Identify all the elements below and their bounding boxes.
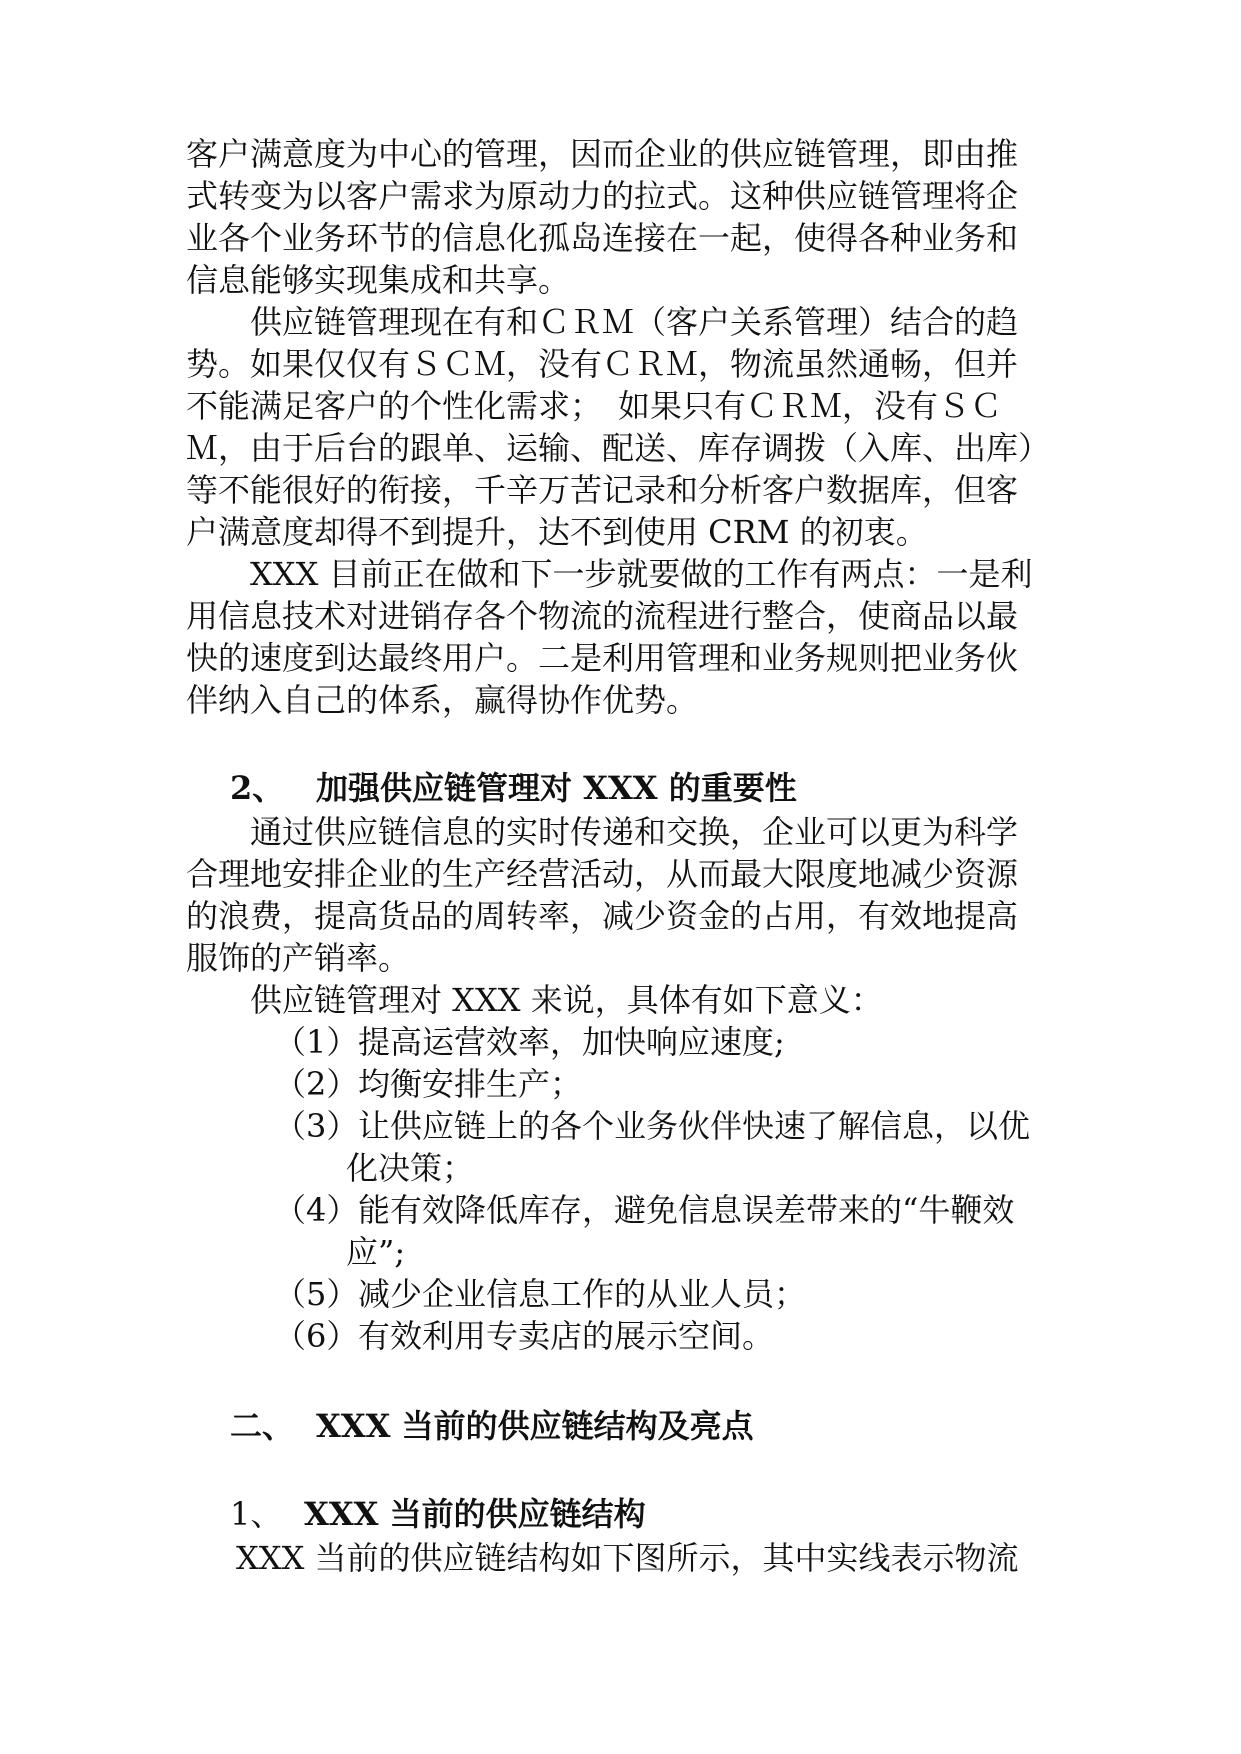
- list-item-number: （4）: [274, 1191, 359, 1229]
- section-heading-number: 1、: [230, 1495, 283, 1533]
- paragraph-line: 服饰的产销率。: [186, 939, 411, 977]
- list-item-text: 让供应链上的各个业务伙伴快速了解信息，以优: [358, 1107, 1031, 1145]
- document-body: [186, 0, 1056, 1754]
- list-item-number: （6）: [274, 1317, 359, 1355]
- list-item-number: （5）: [274, 1275, 359, 1313]
- section-heading-title: XXX 当前的供应链结构: [304, 1495, 646, 1533]
- paragraph-line: 势。如果仅仅有ＳＣＭ，没有ＣＲＭ，物流虽然通畅，但并: [186, 345, 1019, 383]
- list-item-number: （1）: [274, 1023, 359, 1061]
- list-item-text: 有效利用专卖店的展示空间。: [358, 1317, 775, 1355]
- list-item-text: 化决策；: [346, 1149, 475, 1187]
- chapter-heading-title: XXX 当前的供应链结构及亮点: [316, 1407, 754, 1445]
- paragraph-line: 用信息技术对进销存各个物流的流程进行整合，使商品以最: [186, 597, 1019, 635]
- paragraph-line: 伴纳入自己的体系，赢得协作优势。: [186, 681, 699, 719]
- list-item-text: 均衡安排生产；: [358, 1065, 583, 1103]
- paragraph-line: XXX 目前正在做和下一步就要做的工作有两点：一是利: [250, 555, 1033, 593]
- list-item-text: 能有效降低库存，避免信息误差带来的“牛鞭效: [358, 1191, 1015, 1229]
- paragraph-line: 等不能很好的衔接，千辛万苦记录和分析客户数据库，但客: [186, 471, 1019, 509]
- paragraph-line: XXX 当前的供应链结构如下图所示，其中实线表示物流: [236, 1539, 1019, 1577]
- paragraph-line: 快的速度到达最终用户。二是利用管理和业务规则把业务伙: [186, 639, 1019, 677]
- list-item-text: 减少企业信息工作的从业人员；: [358, 1275, 807, 1313]
- paragraph-line: 供应链管理对 XXX 来说，具体有如下意义：: [250, 981, 883, 1019]
- paragraph-line: 式转变为以客户需求为原动力的拉式。这种供应链管理将企: [186, 177, 1019, 215]
- paragraph-line: 供应链管理现在有和ＣＲＭ（客户关系管理）结合的趋: [250, 303, 1019, 341]
- list-item-text: 提高运营效率，加快响应速度;: [358, 1023, 785, 1061]
- paragraph-line: 客户满意度为中心的管理，因而企业的供应链管理，即由推: [186, 135, 1019, 173]
- list-item-text: 应”;: [346, 1233, 406, 1271]
- paragraph-line: 不能满足客户的个性化需求； 如果只有ＣＲＭ，没有ＳＣ: [186, 387, 1003, 425]
- paragraph-line: 户满意度却得不到提升，达不到使用 CRM 的初衷。: [186, 513, 928, 551]
- chapter-heading-number: 二、: [230, 1407, 295, 1445]
- paragraph-line: 通过供应链信息的实时传递和交换，企业可以更为科学: [250, 813, 1019, 851]
- list-item-number: （2）: [274, 1065, 359, 1103]
- list-item-number: （3）: [274, 1107, 359, 1145]
- section-heading-title: 加强供应链管理对 XXX 的重要性: [316, 769, 797, 807]
- paragraph-line: 合理地安排企业的生产经营活动，从而最大限度地减少资源: [186, 855, 1019, 893]
- paragraph-line: 的浪费，提高货品的周转率，减少资金的占用，有效地提高: [186, 897, 1019, 935]
- paragraph-line: 业各个业务环节的信息化孤岛连接在一起，使得各种业务和: [186, 219, 1019, 257]
- section-heading-number: 2、: [230, 769, 285, 807]
- paragraph-line: 信息能够实现集成和共享。: [186, 261, 571, 299]
- paragraph-line: Ｍ，由于后台的跟单、运输、配送、库存调拨（入库、出库）: [186, 429, 1051, 467]
